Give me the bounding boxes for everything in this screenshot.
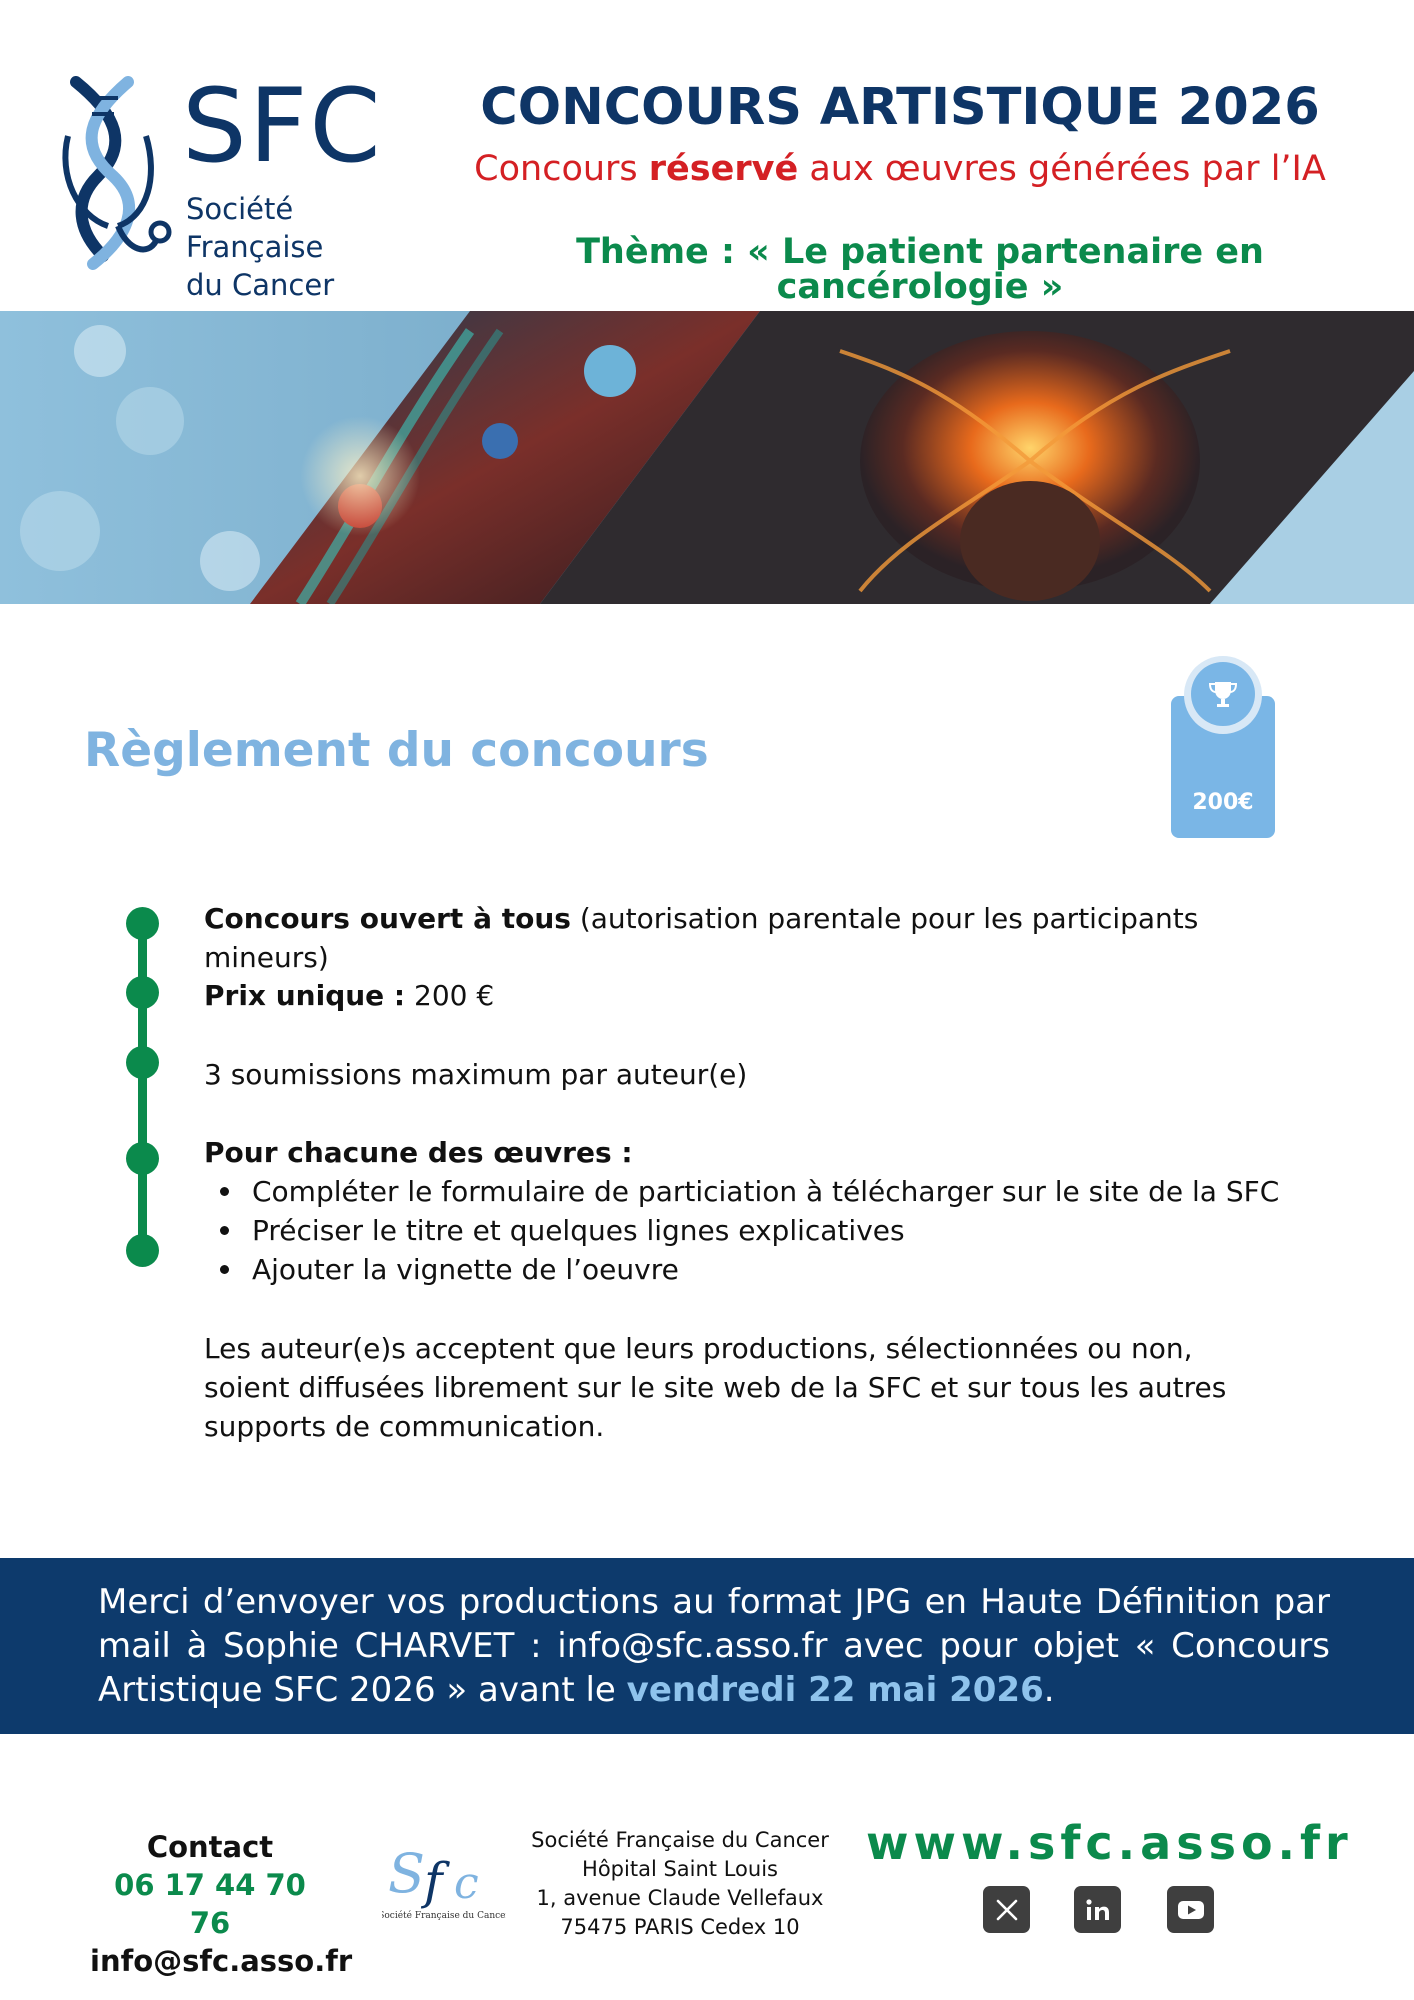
submission-band: [0, 1558, 1414, 1734]
contact-block: [90, 1828, 353, 1980]
address-line: 1, avenue Claude Vellefaux: [536, 1886, 824, 1910]
svg-text:S: S: [388, 1842, 425, 1905]
rule-2-bold: Prix unique :: [204, 979, 406, 1012]
page-subtitle: [470, 149, 1330, 189]
dna-stethoscope-icon: [58, 76, 178, 276]
youtube-icon[interactable]: [1167, 1886, 1214, 1933]
address-line: Société Française du Cancer: [531, 1828, 829, 1852]
submission-deadline: vendredi 22 mai 2026: [626, 1670, 1044, 1710]
rule-max-submissions: 3 soumissions maximum par auteur(e): [204, 1058, 748, 1091]
prize-badge: [1171, 656, 1275, 838]
theme-heading: Thème : « Le patient partenaire en cancérologie »: [576, 232, 1264, 307]
rule-1-bold: Concours ouvert à tous: [204, 902, 571, 935]
logo-line-2: du Cancer: [186, 268, 335, 302]
rule-2-text: 200 €: [405, 979, 495, 1012]
rule-diffusion: Les auteur(e)s acceptent que leurs productions, sélectionnées ou non, soient diffusées librement sur le site web de la SFC et sur tous les autres supports de communication.: [204, 1332, 1227, 1443]
contact-email[interactable]: info@sfc.asso.fr: [90, 1944, 353, 1978]
address-line: 75475 PARIS Cedex 10: [560, 1915, 800, 1939]
rules-heading: Règlement du concours: [84, 723, 709, 778]
logo-subtitle: [186, 190, 438, 304]
trophy-icon: [1191, 662, 1255, 726]
rule-each-work: [204, 1133, 1284, 1289]
rule-single-prize: [204, 976, 1284, 1015]
submission-end: .: [1043, 1670, 1055, 1710]
svg-text:c: c: [454, 1858, 479, 1909]
website-link[interactable]: www.sfc.asso.fr: [866, 1816, 1353, 1870]
list-item: Compléter le formulaire de particiation à télécharger sur le site de la SFC: [204, 1172, 1284, 1211]
subtitle-bold: réservé: [648, 149, 799, 189]
contact-title: Contact: [146, 1830, 274, 1864]
rule-4-list: [204, 1172, 1284, 1289]
subtitle-post: aux œuvres générées par l’IA: [798, 149, 1326, 189]
svg-text:f: f: [424, 1852, 443, 1910]
linkedin-icon[interactable]: [1074, 1886, 1121, 1933]
timeline-dot: [126, 1046, 159, 1079]
sfc-mini-logo: [382, 1842, 506, 1922]
x-icon[interactable]: [983, 1886, 1030, 1933]
logo-line-1: Société Française: [186, 192, 324, 264]
badge-amount: 200€: [1192, 790, 1254, 815]
timeline-dot: [126, 976, 159, 1009]
rule-4-bold: Pour chacune des œuvres :: [204, 1136, 633, 1169]
logo-acronym: SFC: [182, 67, 383, 186]
timeline-dot: [126, 1142, 159, 1175]
sfc-logo: [58, 67, 438, 302]
subtitle-pre: Concours: [474, 149, 649, 189]
postal-address: [530, 1826, 830, 1942]
rule-open-to-all: [204, 899, 1284, 977]
list-item: Ajouter la vignette de l’oeuvre: [204, 1250, 1284, 1289]
submission-text: [98, 1580, 1330, 1712]
timeline-line: [138, 923, 147, 1251]
submission-main: Merci d’envoyer vos productions au format JPG en Haute Définition par mail à Sophie CHARVET : info@sfc.asso.fr avec pour objet « Concours Artistique SFC 2026 » avant le: [98, 1582, 1330, 1710]
page-title: CONCOURS ARTISTIQUE 2026: [480, 78, 1320, 137]
timeline-dot: [126, 1234, 159, 1267]
address-line: Hôpital Saint Louis: [582, 1857, 778, 1881]
rule-1-text: (autorisation parentale pour les participants mineurs): [204, 902, 1199, 974]
list-item: Préciser le titre et quelques lignes explicatives: [204, 1211, 1284, 1250]
contact-phone[interactable]: 06 17 44 70 76: [114, 1868, 306, 1940]
mini-logo-caption: Société Française du Cancer: [382, 1911, 506, 1921]
banner-image: [0, 311, 1414, 604]
timeline-dot: [126, 907, 159, 940]
rules-timeline: [124, 905, 160, 1355]
